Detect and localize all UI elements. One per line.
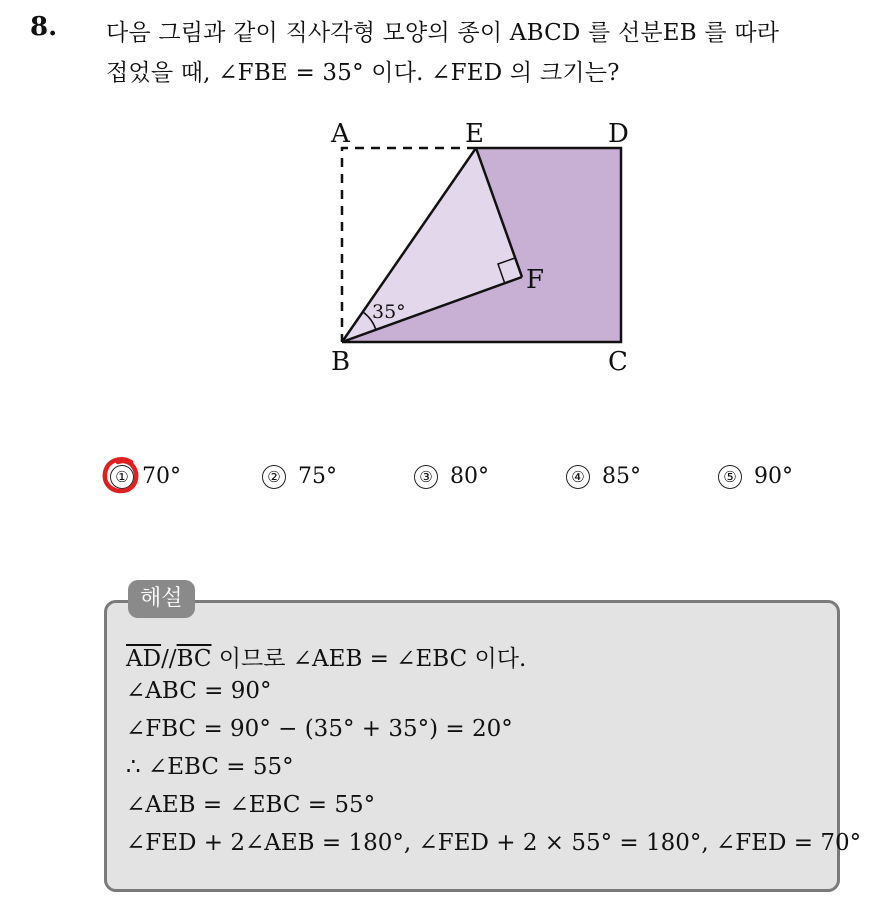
solution-line-3: ∠FBC = 90° − (35° + 35°) = 20° (126, 716, 513, 742)
choice-2[interactable] (262, 464, 337, 489)
answer-circle-mark (101, 455, 141, 495)
choice-number-1: ① (110, 465, 134, 489)
vertex-label-f: F (526, 265, 545, 295)
vertex-label-c: C (608, 347, 628, 377)
question-text-line-2: 접었을 때, ∠FBE = 35° 이다. ∠FED 의 크기는? (106, 60, 620, 86)
choice-value-2: 75° (298, 464, 337, 489)
vertex-label-e: E (465, 119, 484, 149)
segment-bc: $\overline{BC}$ (176, 646, 212, 672)
segment-ad: $\overline{AD}$ (126, 646, 162, 672)
choice-value-5: 90° (754, 464, 793, 489)
solution-line-2: ∠ABC = 90° (126, 678, 272, 704)
vertex-label-a: A (331, 119, 350, 149)
choice-3[interactable] (414, 464, 489, 489)
choice-value-3: 80° (450, 464, 489, 489)
choice-number-4: ④ (566, 465, 590, 489)
choice-number-5: ⑤ (718, 465, 742, 489)
parallel-symbol: // (161, 646, 177, 672)
question-text-line-1: 다음 그림과 같이 직사각형 모양의 종이 ABCD 를 선분EB 를 따라 (106, 20, 780, 46)
solution-tag: 해설 (128, 580, 195, 618)
solution-line-1-rest: 이므로 ∠AEB = ∠EBC 이다. (211, 646, 527, 672)
vertex-label-b: B (331, 347, 351, 377)
choice-value-4: 85° (602, 464, 641, 489)
choice-4[interactable] (566, 464, 641, 489)
choice-number-2: ② (262, 465, 286, 489)
choice-5[interactable] (718, 464, 793, 489)
angle-label-35: 35° (372, 301, 406, 323)
vertex-label-d: D (608, 119, 629, 149)
solution-line-5: ∠AEB = ∠EBC = 55° (126, 792, 376, 818)
solution-line-1 (126, 640, 526, 673)
question-number: 8. (30, 12, 58, 42)
geometry-figure (0, 0, 884, 440)
choice-value-1: 70° (142, 464, 181, 489)
solution-line-4: ∴ ∠EBC = 55° (126, 754, 294, 780)
solution-line-6: ∠FED + 2∠AEB = 180°, ∠FED + 2 × 55° = 180°, ∠FED = 70° (126, 830, 862, 856)
choice-number-3: ③ (414, 465, 438, 489)
